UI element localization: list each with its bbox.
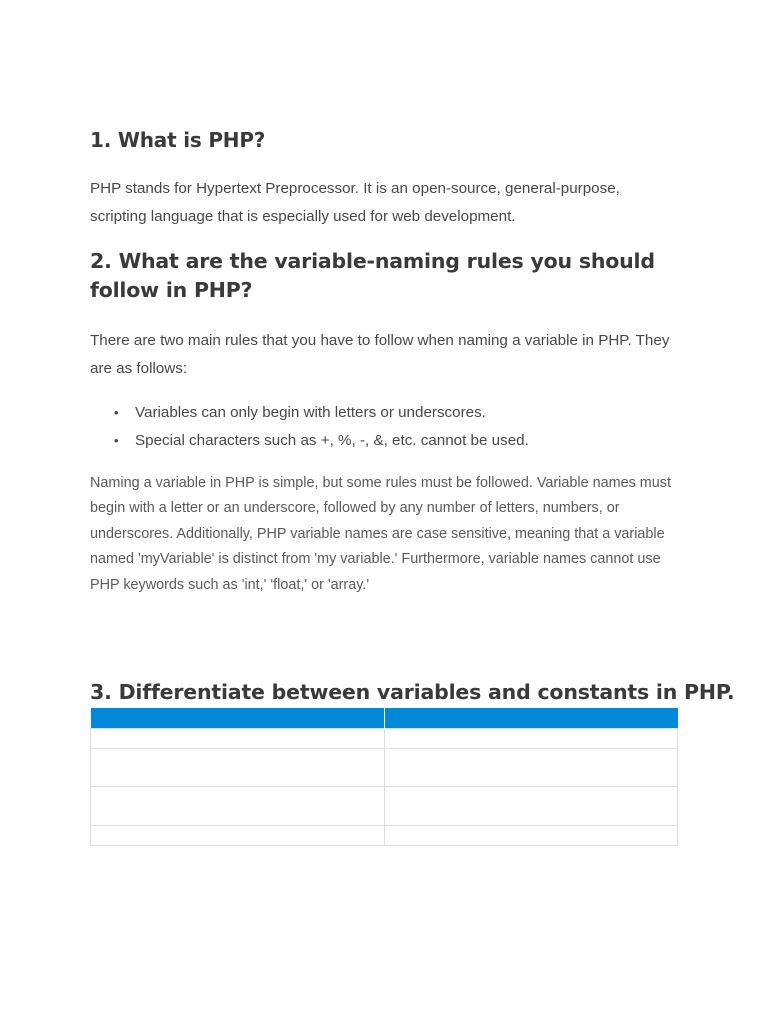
table-cell bbox=[384, 749, 678, 787]
bullet-icon: • bbox=[114, 405, 119, 420]
table-cell bbox=[384, 729, 678, 749]
paragraph-naming-explanation: Naming a variable in PHP is simple, but some rules must be followed. Variable names must begin with a letter or an underscore, followed by any number of letters, numbers, or underscores. Additionally, PHP variable names are case sensitive, meaning that a variable named 'myVariable' is distinct from 'my variable.' Furthermore, variable names cannot use PHP keywords such as 'int,' 'float,' or 'array.' bbox=[90, 475, 671, 593]
heading-what-is-php: 1. What is PHP? bbox=[90, 128, 266, 152]
list-item-text: Special characters such as +, %, -, &, etc. cannot be used. bbox=[135, 431, 529, 449]
table-row bbox=[91, 729, 678, 749]
paragraph-php-definition: PHP stands for Hypertext Preprocessor. It is an open-source, general-purpose, scripting language that is especially used for web development. bbox=[90, 180, 620, 225]
table-cell bbox=[91, 749, 385, 787]
heading-variables-vs-constants: 3. Differentiate between variables and constants in PHP. bbox=[90, 680, 735, 704]
list-item bbox=[114, 399, 529, 427]
paragraph-naming-rules-intro: There are two main rules that you have to follow when naming a variable in PHP. They are as follows: bbox=[90, 332, 670, 377]
heading-variable-naming-rules: 2. What are the variable-naming rules you should follow in PHP? bbox=[90, 249, 655, 302]
naming-rules-list bbox=[90, 399, 529, 454]
comparison-table bbox=[90, 708, 678, 846]
table-header-cell bbox=[91, 708, 385, 729]
table-header-row bbox=[91, 708, 678, 729]
table-cell bbox=[91, 826, 385, 846]
list-item bbox=[114, 427, 529, 455]
bullet-icon: • bbox=[114, 432, 119, 448]
list-item-text: Variables can only begin with letters or underscores. bbox=[135, 404, 486, 421]
table-row bbox=[91, 749, 678, 787]
table-cell bbox=[91, 787, 385, 826]
table-header-cell bbox=[384, 708, 678, 729]
table-cell bbox=[384, 826, 678, 846]
table-row bbox=[91, 826, 678, 846]
table-cell bbox=[384, 787, 678, 826]
table-row bbox=[91, 787, 678, 826]
table-cell bbox=[91, 729, 385, 749]
